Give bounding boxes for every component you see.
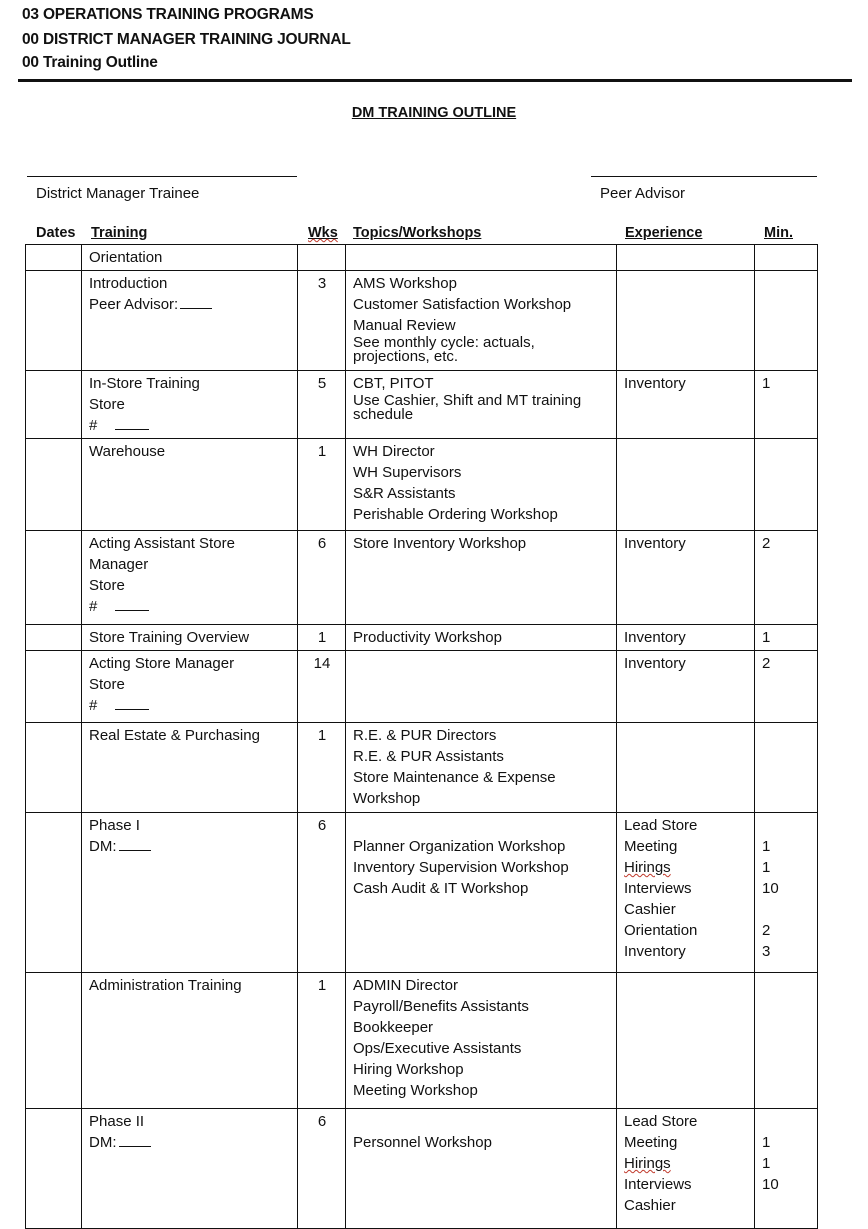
table-row	[26, 973, 818, 1109]
dates-cell	[26, 1109, 82, 1229]
min-line: 2	[762, 535, 771, 552]
experience-line: Inventory	[624, 375, 686, 392]
experience-cell	[617, 271, 755, 371]
wks-value: 3	[317, 275, 327, 292]
topic-line: Inventory Supervision Workshop	[353, 859, 569, 876]
wks-cell	[298, 439, 346, 531]
training-line	[89, 273, 291, 294]
topic-line: Productivity Workshop	[353, 629, 502, 646]
wks-cell	[298, 371, 346, 439]
training-text: Acting Assistant Store	[89, 535, 235, 552]
table-row	[26, 439, 818, 531]
experience-line: Lead Store	[624, 1113, 698, 1130]
training-text: #	[89, 697, 98, 714]
topics-cell	[346, 245, 617, 271]
topic-line: schedule	[353, 406, 414, 423]
topic-line: R.E. & PUR Assistants	[353, 748, 504, 765]
wks-value: 1	[317, 443, 327, 460]
training-line	[89, 441, 291, 462]
wks-value: 1	[317, 977, 327, 994]
dates-cell	[26, 271, 82, 371]
topic-line: ADMIN Director	[353, 977, 459, 994]
training-text: Acting Store Manager	[89, 655, 235, 672]
topics-cell	[346, 651, 617, 723]
training-text: Administration Training	[89, 977, 242, 994]
training-text: Store	[89, 396, 125, 413]
training-text: In-Store Training	[89, 375, 200, 392]
experience-cell	[617, 1109, 755, 1229]
dates-cell	[26, 973, 82, 1109]
min-line: 2	[762, 655, 771, 672]
wks-cell	[298, 973, 346, 1109]
min-line: 1	[762, 838, 771, 855]
experience-cell	[617, 973, 755, 1109]
training-cell	[82, 813, 298, 973]
min-line: 1	[762, 1134, 771, 1151]
topic-line: Bookkeeper	[353, 1019, 434, 1036]
topic-line: Meeting Workshop	[353, 1082, 478, 1099]
training-line	[89, 294, 291, 315]
training-line	[89, 725, 291, 746]
experience-line: Lead Store	[624, 817, 698, 834]
topic-line: Customer Satisfaction Workshop	[353, 296, 572, 313]
min-line: 1	[762, 1155, 771, 1172]
table-row	[26, 271, 818, 371]
experience-line: Hirings	[624, 859, 671, 876]
trainee-label: District Manager Trainee	[36, 185, 200, 202]
min-line: 10	[762, 880, 779, 897]
dates-cell	[26, 531, 82, 625]
header-line-3: 00 Training Outline	[22, 54, 158, 71]
dates-cell	[26, 245, 82, 271]
training-line	[89, 1111, 291, 1132]
min-cell	[755, 1109, 818, 1229]
training-line	[89, 653, 291, 674]
experience-cell	[617, 651, 755, 723]
training-text: Real Estate & Purchasing	[89, 727, 260, 744]
document-title: DM TRAINING OUTLINE	[351, 105, 517, 121]
experience-line: Inventory	[624, 535, 686, 552]
topics-cell	[346, 723, 617, 813]
experience-line: Orientation	[624, 922, 698, 939]
fill-in-blank	[119, 1134, 151, 1147]
topic-line: Payroll/Benefits Assistants	[353, 998, 529, 1015]
topics-cell	[346, 271, 617, 371]
training-text: Warehouse	[89, 443, 166, 460]
training-line	[89, 247, 291, 268]
col-header-training: Training	[91, 225, 148, 241]
wks-cell	[298, 625, 346, 651]
training-cell	[82, 723, 298, 813]
experience-cell	[617, 625, 755, 651]
topic-line: R.E. & PUR Directors	[353, 727, 497, 744]
min-cell	[755, 245, 818, 271]
topic-line: Personnel Workshop	[353, 1134, 492, 1151]
training-text: Store	[89, 676, 125, 693]
min-line	[762, 1111, 811, 1132]
topic-line: WH Director	[353, 443, 435, 460]
training-line	[89, 674, 291, 695]
training-text: Introduction	[89, 275, 168, 292]
experience-line: Interviews	[624, 880, 692, 897]
topic-line: Store Inventory Workshop	[353, 535, 527, 552]
fill-in-blank	[180, 296, 212, 309]
min-cell	[755, 271, 818, 371]
col-header-dates: Dates	[36, 225, 76, 241]
min-cell	[755, 723, 818, 813]
training-cell	[82, 651, 298, 723]
wks-cell	[298, 723, 346, 813]
training-text: DM:	[89, 1134, 117, 1151]
min-cell	[755, 973, 818, 1109]
training-line	[89, 836, 291, 857]
experience-cell	[617, 245, 755, 271]
dates-cell	[26, 439, 82, 531]
col-header-min: Min.	[764, 225, 793, 241]
wks-value: 6	[317, 535, 327, 552]
table-row	[26, 1109, 818, 1229]
training-line	[89, 695, 291, 716]
topic-line: CBT, PITOT	[353, 375, 434, 392]
topics-cell	[346, 973, 617, 1109]
training-text: Phase I	[89, 817, 140, 834]
min-cell	[755, 439, 818, 531]
wks-value: 6	[317, 1113, 327, 1130]
experience-line: Hirings	[624, 1155, 671, 1172]
min-line: 3	[762, 943, 771, 960]
training-cell	[82, 439, 298, 531]
experience-line: Meeting	[624, 1134, 678, 1151]
training-text: Store Training Overview	[89, 629, 250, 646]
topic-line: See monthly cycle: actuals,	[353, 334, 535, 351]
training-text: Manager	[89, 556, 149, 573]
topic-line: Ops/Executive Assistants	[353, 1040, 522, 1057]
topic-line: WH Supervisors	[353, 464, 462, 481]
training-line	[89, 554, 291, 575]
dates-cell	[26, 371, 82, 439]
topic-line: Planner Organization Workshop	[353, 838, 566, 855]
topic-line: Manual Review	[353, 317, 456, 334]
table-row	[26, 531, 818, 625]
topic-line: Workshop	[353, 790, 421, 807]
wks-value: 1	[317, 727, 327, 744]
topic-line: Perishable Ordering Workshop	[353, 506, 558, 523]
topic-line	[353, 1111, 610, 1132]
advisor-signature-line	[591, 176, 817, 177]
topics-cell	[346, 371, 617, 439]
min-line: 10	[762, 1176, 779, 1193]
advisor-label: Peer Advisor	[600, 185, 686, 202]
training-line	[89, 415, 291, 436]
experience-line: Inventory	[624, 655, 686, 672]
min-cell	[755, 813, 818, 973]
dates-cell	[26, 625, 82, 651]
topic-line: Use Cashier, Shift and MT training	[353, 392, 582, 409]
wks-cell	[298, 813, 346, 973]
wks-value: 5	[317, 375, 327, 392]
training-text: Store	[89, 577, 125, 594]
experience-cell	[617, 723, 755, 813]
dates-cell	[26, 651, 82, 723]
training-cell	[82, 531, 298, 625]
experience-line: Inventory	[624, 943, 686, 960]
topic-line: Store Maintenance & Expense	[353, 769, 556, 786]
topics-cell	[346, 1109, 617, 1229]
topic-line: Cash Audit & IT Workshop	[353, 880, 529, 897]
fill-in-blank	[115, 598, 149, 611]
min-line	[762, 1195, 811, 1216]
topic-line	[353, 815, 610, 836]
topics-cell	[346, 813, 617, 973]
fill-in-blank	[115, 697, 149, 710]
table-row	[26, 371, 818, 439]
dates-cell	[26, 813, 82, 973]
wks-cell	[298, 651, 346, 723]
topic-line: projections, etc.	[353, 348, 459, 365]
wks-cell	[298, 1109, 346, 1229]
min-cell	[755, 625, 818, 651]
min-cell	[755, 531, 818, 625]
experience-cell	[617, 813, 755, 973]
topics-cell	[346, 531, 617, 625]
training-cell	[82, 245, 298, 271]
fill-in-blank	[115, 417, 149, 430]
training-line	[89, 1132, 291, 1153]
training-text: Orientation	[89, 249, 163, 266]
training-line	[89, 815, 291, 836]
training-cell	[82, 625, 298, 651]
training-text: #	[89, 417, 98, 434]
training-cell	[82, 271, 298, 371]
training-text: Peer Advisor:	[89, 296, 179, 313]
wks-cell	[298, 531, 346, 625]
experience-line: Cashier	[624, 1197, 676, 1214]
experience-line: Interviews	[624, 1176, 692, 1193]
wks-value: 14	[313, 655, 331, 672]
training-outline-table	[25, 244, 818, 1229]
training-line	[89, 575, 291, 596]
fill-in-blank	[119, 838, 151, 851]
wks-cell	[298, 245, 346, 271]
min-line: 2	[762, 922, 771, 939]
table-row	[26, 245, 818, 271]
experience-cell	[617, 371, 755, 439]
training-text: DM:	[89, 838, 117, 855]
experience-line: Cashier	[624, 901, 676, 918]
training-line	[89, 373, 291, 394]
training-cell	[82, 371, 298, 439]
col-header-experience: Experience	[625, 225, 703, 241]
training-text: Phase II	[89, 1113, 145, 1130]
training-text: #	[89, 598, 98, 615]
min-cell	[755, 651, 818, 723]
experience-line: Inventory	[624, 629, 686, 646]
training-line	[89, 394, 291, 415]
min-line	[762, 815, 811, 836]
table-row	[26, 813, 818, 973]
experience-line: Meeting	[624, 838, 678, 855]
min-cell	[755, 371, 818, 439]
training-line	[89, 533, 291, 554]
training-cell	[82, 1109, 298, 1229]
min-line: 1	[762, 859, 771, 876]
training-cell	[82, 973, 298, 1109]
min-line	[762, 899, 811, 920]
header-rule	[18, 79, 852, 82]
training-line	[89, 627, 291, 648]
col-header-wks: Wks	[308, 225, 338, 241]
topic-line: S&R Assistants	[353, 485, 456, 502]
trainee-signature-line	[27, 176, 297, 177]
table-row	[26, 723, 818, 813]
table-row	[26, 625, 818, 651]
wks-cell	[298, 271, 346, 371]
wks-value: 6	[317, 817, 327, 834]
dates-cell	[26, 723, 82, 813]
topic-line: AMS Workshop	[353, 275, 457, 292]
experience-cell	[617, 531, 755, 625]
min-line: 1	[762, 629, 771, 646]
header-line-2: 00 DISTRICT MANAGER TRAINING JOURNAL	[22, 31, 351, 48]
min-line: 1	[762, 375, 771, 392]
wks-value: 1	[317, 629, 327, 646]
header-line-1: 03 OPERATIONS TRAINING PROGRAMS	[22, 6, 314, 23]
training-line	[89, 975, 291, 996]
table-row	[26, 651, 818, 723]
topics-cell	[346, 439, 617, 531]
topics-cell	[346, 625, 617, 651]
experience-cell	[617, 439, 755, 531]
col-header-topics: Topics/Workshops	[353, 225, 482, 241]
training-line	[89, 596, 291, 617]
topic-line: Hiring Workshop	[353, 1061, 464, 1078]
